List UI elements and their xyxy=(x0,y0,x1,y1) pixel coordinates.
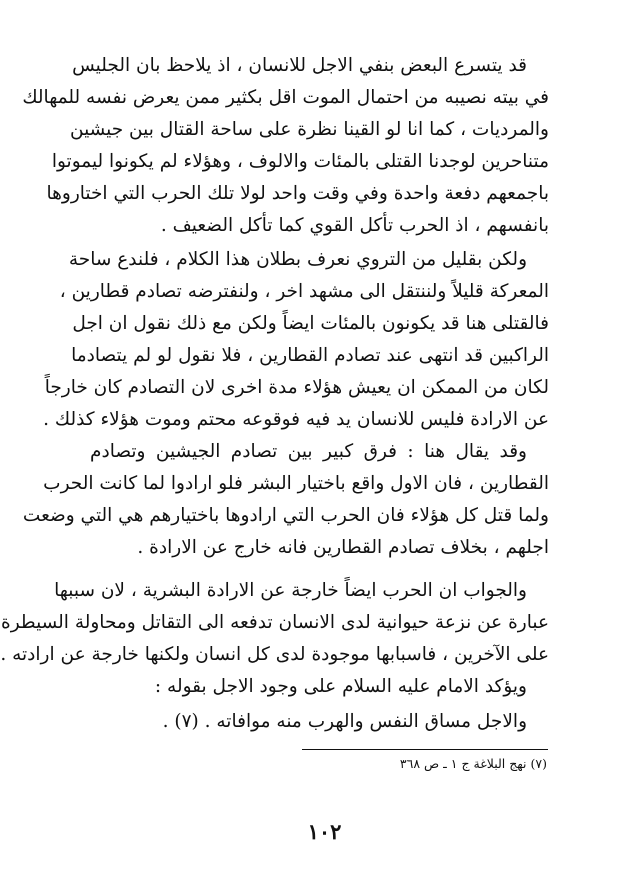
text-line: بانفسهم ، اذ الحرب تأكل القوي كما تأكل الضعيف . xyxy=(160,215,549,236)
quote-line: والاجل مساق النفس والهرب منه موافاته . (٧) . xyxy=(162,711,527,732)
text-line: الراكبين قد انتهى عند تصادم القطارين ، فلا نقول لو لم يتصادما xyxy=(71,345,549,366)
footnote: (٧) نهج البلاغة ج ١ ـ ص ٣٦٨ xyxy=(399,756,547,771)
text-line: عبارة عن نزعة حيوانية لدى الانسان تدفعه الى التقاتل ومحاولة السيطرة xyxy=(1,612,549,633)
text-line: ولما قتل كل هؤلاء فان الحرب التي ارادوها باختيارهم هي التي وضعت xyxy=(22,505,549,526)
text-line: اجلهم ، بخلاف تصادم القطارين فانه خارج عن الارادة . xyxy=(137,537,549,558)
text-line: باجمعهم دفعة واحدة وفي وقت واحد لولا تلك الحرب التي اختاروها xyxy=(46,183,549,204)
text-line: القطارين ، فان الاول واقع باختيار البشر فلو ارادوا لما كانت الحرب xyxy=(43,473,549,494)
page-number: ١٠٢ xyxy=(307,819,342,844)
paragraph-3 xyxy=(22,436,549,564)
text-line: عن الارادة فليس للانسان يد فيه فوقوعه محتم وموت هؤلاء كذلك . xyxy=(43,409,549,430)
text-line: ولكن بقليل من التروي نعرف بطلان هذا الكلام ، فلندع ساحة xyxy=(68,249,527,270)
text-line: لكان من الممكن ان يعيش هؤلاء مدة اخرى لان التصادم كان خارجاً xyxy=(44,377,549,398)
text-line: والمرديات ، كما انا لو القينا نظرة على ساحة القتال بين جيشين xyxy=(69,119,549,140)
text-line: في بيته نصيبه من احتمال الموت اقل بكثير ممن يعرض نفسه للمهالك xyxy=(22,87,549,108)
paragraph-1 xyxy=(22,50,549,242)
quotation xyxy=(90,706,549,738)
text-line: والجواب ان الحرب ايضاً خارجة عن الارادة البشرية ، لان سببها xyxy=(54,580,527,601)
text-line: المعركة قليلاً ولننتقل الى مشهد اخر ، ولنفترضه تصادم قطارين ، xyxy=(59,281,549,302)
text-line: وقد يقال هنا : فرق كبير بين تصادم الجيشين وتصادم xyxy=(90,441,527,462)
text-line: على الآخرين ، فاسبابها موجودة لدى كل انسان ولكنها خارجة عن ارادته . xyxy=(0,644,549,665)
text-line: فالقتلى هنا قد يكونون بالمئات ايضاً ولكن مع ذلك نقول ان اجل xyxy=(72,313,549,334)
text-line: ويؤكد الامام عليه السلام على وجود الاجل بقوله : xyxy=(154,676,527,697)
text-line: قد يتسرع البعض بنفي الاجل للانسان ، اذ يلاحظ بان الجليس xyxy=(72,55,527,76)
paragraph-4 xyxy=(0,575,549,703)
text-line: متناحرين لوجدنا القتلى بالمئات والالوف ، وهؤلاء لم يكونوا ليموتوا xyxy=(51,151,549,172)
footnote-divider xyxy=(302,749,548,750)
paragraph-2 xyxy=(43,244,549,436)
